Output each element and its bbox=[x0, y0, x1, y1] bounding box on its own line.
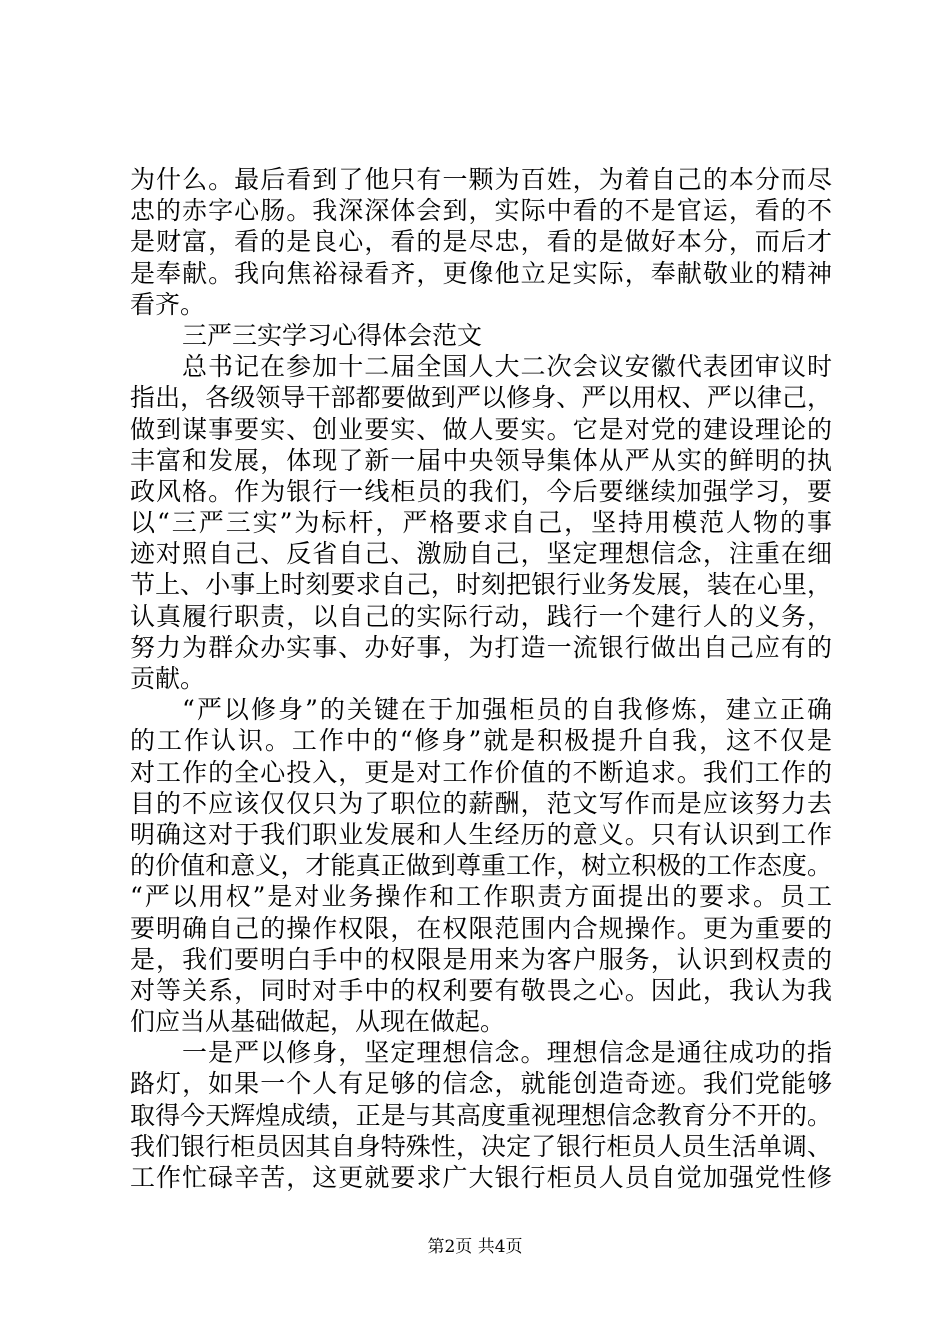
text-line: 政风格。作为银行一线柜员的我们，今后要继续加强学习，要 bbox=[130, 476, 832, 506]
document-body bbox=[130, 164, 832, 1193]
text-line: 一是严以修身，坚定理想信念。理想信念是通往成功的指 bbox=[182, 1038, 832, 1068]
text-line: 对等关系，同时对手中的权利要有敬畏之心。因此，我认为我 bbox=[130, 975, 832, 1005]
text-line: 取得今天辉煌成绩，正是与其高度重视理想信念教育分不开的。 bbox=[130, 1100, 832, 1130]
text-line: 丰富和发展，体现了新一届中央领导集体从严从实的鲜明的执 bbox=[130, 445, 832, 475]
text-line: 贡献。 bbox=[130, 664, 206, 693]
text-line: 为什么。最后看到了他只有一颗为百姓，为着自己的本分而尽 bbox=[130, 165, 832, 194]
text-line: 我们银行柜员因其自身特殊性，决定了银行柜员人员生活单调、 bbox=[130, 1131, 832, 1161]
text-line: 要明确自己的操作权限，在权限范围内合规操作。更为重要的 bbox=[130, 913, 832, 943]
text-line: 总书记在参加十二届全国人大二次会议安徽代表团审议时 bbox=[182, 352, 832, 382]
page-number-footer: 第2页 共4页 bbox=[427, 1237, 523, 1257]
section-heading: 三严三实学习心得体会范文 bbox=[182, 320, 483, 350]
text-line: 努力为群众办实事、办好事，为打造一流银行做出自己应有的 bbox=[130, 632, 832, 662]
text-line: 指出，各级领导干部都要做到严以修身、严以用权、严以律己， bbox=[130, 383, 832, 413]
text-line: 路灯，如果一个人有足够的信念，就能创造奇迹。我们党能够 bbox=[130, 1069, 832, 1099]
text-line: 认真履行职责，以自己的实际行动，践行一个建行人的义务， bbox=[130, 601, 832, 631]
text-line: 忠的赤字心肠。我深深体会到，实际中看的不是官运，看的不 bbox=[130, 196, 832, 226]
text-line: “严以修身”的关键在于加强柜员的自我修炼，建立正确 bbox=[182, 695, 832, 725]
text-line: 是，我们要明白手中的权限是用来为客户服务，认识到权责的 bbox=[130, 944, 832, 974]
text-line: 做到谋事要实、创业要实、做人要实。它是对党的建设理论的 bbox=[130, 414, 832, 444]
text-line: 的价值和意义，才能真正做到尊重工作，树立积极的工作态度。 bbox=[130, 851, 832, 881]
text-line: 以“三严三实”为标杆，严格要求自己，坚持用模范人物的事 bbox=[130, 508, 832, 538]
text-line: 的工作认识。工作中的“修身”就是积极提升自我，这不仅是 bbox=[130, 726, 832, 756]
text-line: “严以用权”是对业务操作和工作职责方面提出的要求。员工 bbox=[130, 882, 832, 912]
text-line: 目的不应该仅仅只为了职位的薪酬，范文写作而是应该努力去 bbox=[130, 788, 832, 818]
text-line: 是奉献。我向焦裕禄看齐，更像他立足实际，奉献敬业的精神 bbox=[130, 258, 832, 288]
text-line: 节上、小事上时刻要求自己，时刻把银行业务发展，装在心里， bbox=[130, 570, 832, 600]
text-line: 对工作的全心投入，更是对工作价值的不断追求。我们工作的 bbox=[130, 757, 832, 787]
text-line: 迹对照自己、反省自己、激励自己，坚定理想信念，注重在细 bbox=[130, 539, 832, 569]
text-line: 们应当从基础做起，从现在做起。 bbox=[130, 1007, 506, 1037]
text-line: 明确这对于我们职业发展和人生经历的意义。只有认识到工作 bbox=[130, 819, 832, 849]
text-line: 是财富，看的是良心，看的是尽忠，看的是做好本分，而后才 bbox=[130, 227, 832, 257]
text-line: 看齐。 bbox=[130, 289, 206, 319]
text-line: 工作忙碌辛苦，这更就要求广大银行柜员人员自觉加强党性修 bbox=[130, 1163, 832, 1192]
